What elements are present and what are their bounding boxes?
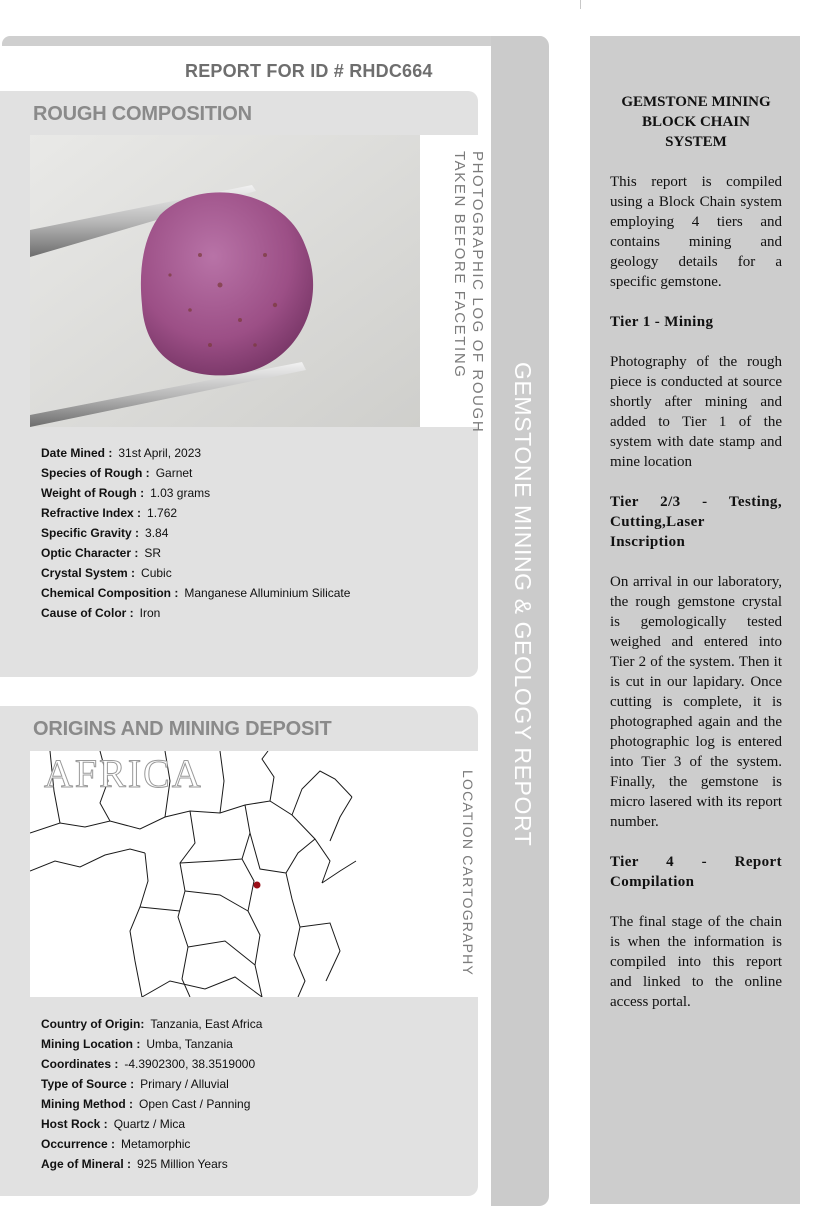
- rough-gemstone-photo: [30, 135, 420, 427]
- spec-row-refractive-index: Refractive Index : 1.762: [41, 506, 178, 520]
- spec-row-crystal-system: Crystal System : Cubic: [41, 566, 172, 580]
- sidebar-intro: This report is compiled using a Block Chain system employing 4 tiers and contains mining and geology details for a specific gemstone.: [610, 174, 782, 290]
- photo-caption-line2: TAKEN BEFORE FACETING: [451, 151, 468, 379]
- origins-specs-list: [41, 1016, 262, 1176]
- spec-row-coordinates: Coordinates : -4.3902300, 38.3519000: [41, 1057, 256, 1071]
- report-id-heading: REPORT FOR ID # RHDC664: [185, 61, 433, 81]
- photo-caption: [448, 151, 486, 434]
- spec-row-age-of-mineral: Age of Mineral : 925 Million Years: [41, 1157, 228, 1171]
- origins-card: [0, 706, 478, 1196]
- tier1-body: Photography of the rough piece is conducted at source shortly after mining and added to Tier 1 of the system with date stamp and mine location: [610, 354, 782, 470]
- spine-title: GEMSTONE MINING & GEOLOGY REPORT: [510, 362, 536, 847]
- spec-row-host-rock: Host Rock : Quartz / Mica: [41, 1117, 186, 1131]
- blockchain-sidebar: [590, 36, 800, 1204]
- spec-row-occurrence: Occurrence : Metamorphic: [41, 1137, 191, 1151]
- tier4-heading: Tier 4 - Report Compilation: [610, 854, 782, 890]
- spec-row-date-mined: Date Mined : 31st April, 2023: [41, 446, 202, 460]
- tier23-body: On arrival in our laboratory, the rough gemstone crystal is gemologically tested weighed and entered into Tier 2 of the system. Then it is cut in our lapidary. Once cutting is complete, it is photographed again and the photographic log is entered into Tier 3 of the system. Finally, the gemstone is micro lasered with its report number.: [610, 574, 782, 830]
- rough-composition-card: [0, 91, 486, 677]
- header-bar: [2, 36, 548, 46]
- map-caption: LOCATION CARTOGRAPHY: [460, 770, 476, 977]
- map-panel: [30, 751, 478, 997]
- sidebar-title: GEMSTONE MINING BLOCK CHAIN SYSTEM: [621, 94, 771, 150]
- spec-row-species: Species of Rough : Garnet: [41, 466, 193, 480]
- spec-row-cause-of-color: Cause of Color : Iron: [41, 606, 161, 620]
- origins-title: ORIGINS AND MINING DEPOSIT: [33, 718, 332, 740]
- spec-row-country: Country of Origin: Tanzania, East Africa: [41, 1017, 263, 1031]
- tier4-body: The final stage of the chain is when the information is compiled into this report and linked to the online access portal.: [610, 914, 782, 1010]
- rough-composition-title: ROUGH COMPOSITION: [33, 103, 252, 125]
- spec-row-chemical-composition: Chemical Composition : Manganese Alluminium Silicate: [41, 586, 351, 600]
- spec-row-specific-gravity: Specific Gravity : 3.84: [41, 526, 169, 540]
- top-divider-tick: [580, 0, 581, 9]
- spec-row-mining-method: Mining Method : Open Cast / Panning: [41, 1097, 251, 1111]
- tier23-heading: Tier 2/3 - Testing, Cutting,Laser Inscription: [610, 494, 782, 550]
- rough-specs-list: [41, 445, 350, 625]
- spec-row-weight: Weight of Rough : 1.03 grams: [41, 486, 211, 500]
- map-region-label: AFRICA: [44, 751, 203, 796]
- photo-caption-line1: PHOTOGRAPHIC LOG OF ROUGH: [469, 151, 486, 434]
- location-marker-icon: [254, 882, 261, 889]
- rough-photo-panel: [30, 135, 486, 434]
- tier1-heading: Tier 1 - Mining: [610, 314, 714, 330]
- spec-row-type-of-source: Type of Source : Primary / Alluvial: [41, 1077, 229, 1091]
- spec-row-optic-character: Optic Character : SR: [41, 546, 162, 560]
- africa-map: [30, 751, 424, 997]
- spec-row-mining-location: Mining Location : Umba, Tanzania: [41, 1037, 233, 1051]
- sidebar-body: [610, 172, 782, 1032]
